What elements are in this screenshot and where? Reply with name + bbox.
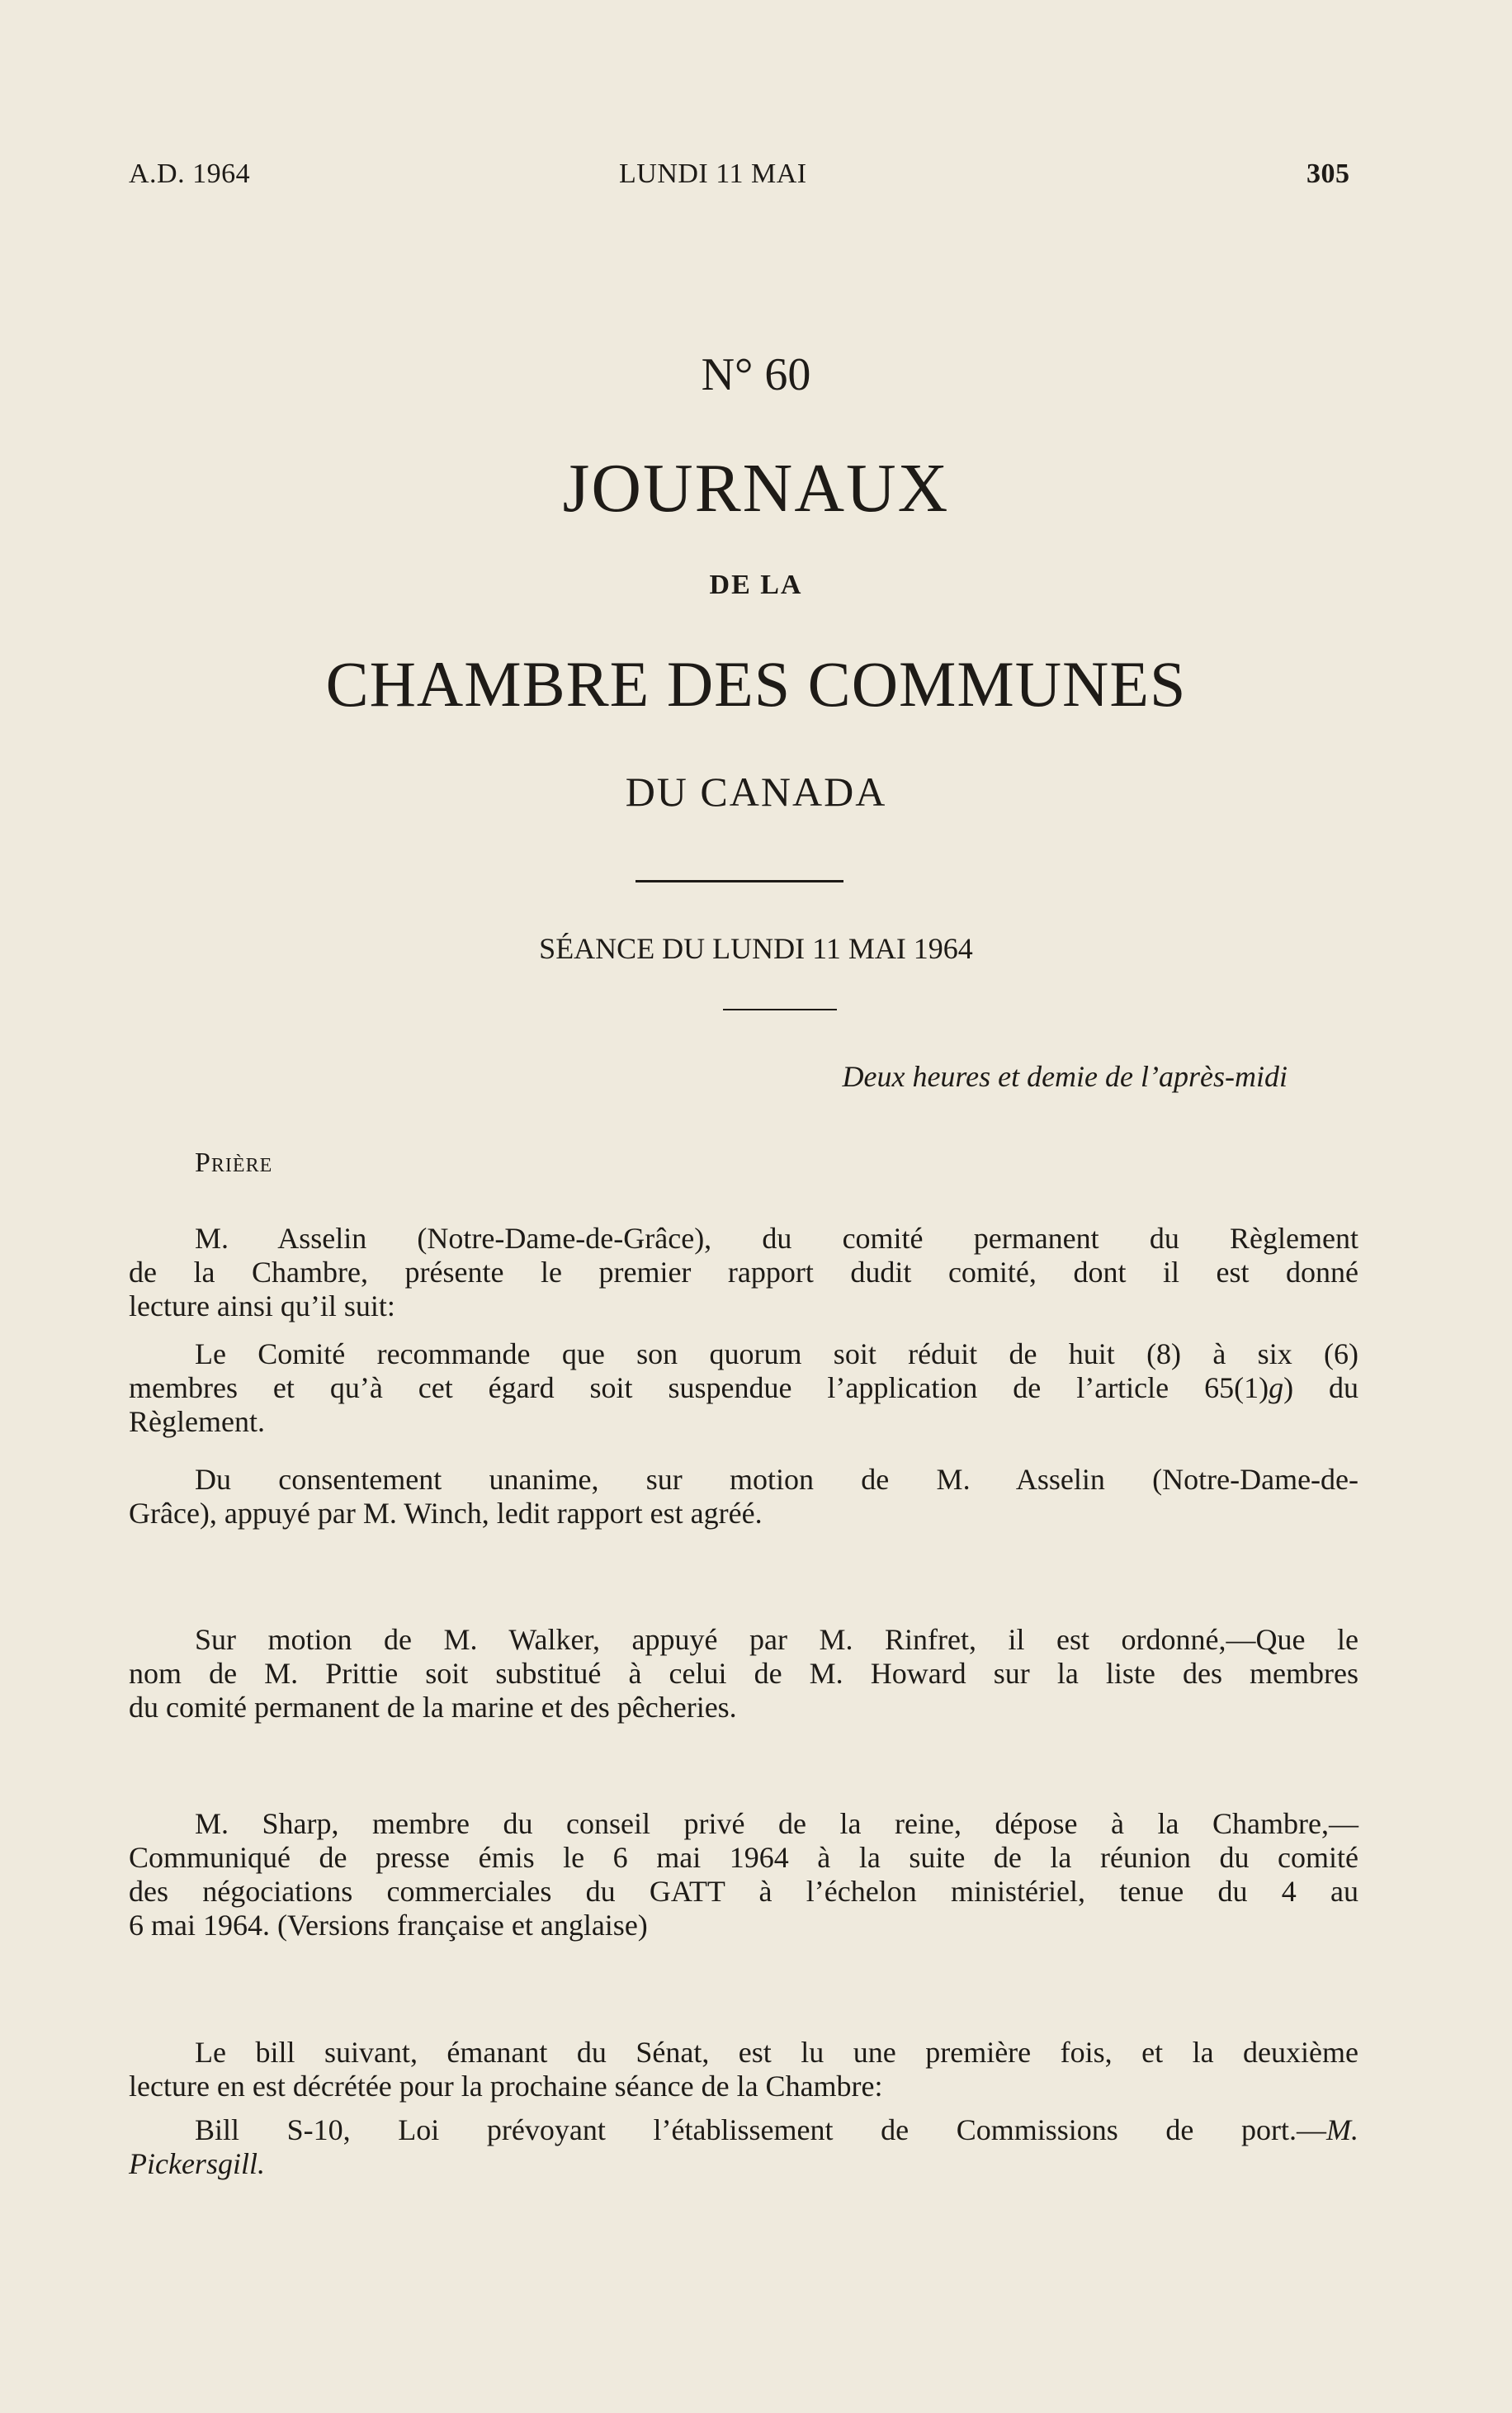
paragraph-sharp-tabling	[129, 1807, 1358, 1942]
text-fragment: ) du	[1283, 1371, 1358, 1404]
text-fragment: Bill S-10, Loi prévoyant l’établissement de Commissions de port.—	[195, 2113, 1326, 2146]
text-line: nom de M. Prittie soit substitué à celui de M. Howard sur la liste des membres	[129, 1657, 1358, 1690]
canada-title: DU CANADA	[625, 769, 887, 815]
text-line	[129, 2113, 1358, 2147]
text-line: du comité permanent de la marine et des pêcheries.	[129, 1691, 737, 1724]
paragraph-asselin-report	[129, 1222, 1358, 1323]
title-divider	[636, 880, 843, 882]
seance-divider	[723, 1009, 837, 1010]
priere-heading: Prière	[195, 1147, 273, 1178]
text-line: lecture ainsi qu’il suit:	[129, 1289, 395, 1322]
de-la-label: DE LA	[709, 570, 803, 600]
header-year: A.D. 1964	[129, 159, 251, 189]
journal-title: JOURNAUX	[562, 450, 950, 527]
text-line: Grâce), appuyé par M. Winch, ledit rapport est agréé.	[129, 1497, 763, 1530]
chambre-title: CHAMBRE DES COMMUNES	[325, 648, 1187, 720]
text-line: Du consentement unanime, sur motion de M. Asselin (Notre-Dame-de-	[195, 1463, 1358, 1496]
text-line: Pickersgill.	[129, 2147, 265, 2180]
text-line: M. Sharp, membre du conseil privé de la reine, dépose à la Chambre,—	[195, 1807, 1358, 1840]
seance-time: Deux heures et demie de l’après-midi	[842, 1060, 1288, 1093]
text-fragment: M.	[1326, 2113, 1358, 2146]
text-line: des négociations commerciales du GATT à l’échelon ministériel, tenue du 4 au	[129, 1875, 1358, 1908]
text-fragment: g	[1269, 1371, 1284, 1404]
text-line: lecture en est décrétée pour la prochaine séance de la Chambre:	[129, 2070, 883, 2103]
paragraph-bill-s10	[129, 2113, 1358, 2181]
text-line: M. Asselin (Notre-Dame-de-Grâce), du comité permanent du Règlement	[195, 1222, 1358, 1255]
text-fragment: membres et qu’à cet égard soit suspendue l’application de l’article 65(1)	[129, 1371, 1269, 1404]
header-date: LUNDI 11 MAI	[619, 159, 807, 189]
paragraph-walker-motion	[129, 1623, 1358, 1725]
text-line: Le Comité recommande que son quorum soit réduit de huit (8) à six (6)	[195, 1337, 1358, 1370]
text-line: 6 mai 1964. (Versions française et anglaise)	[129, 1909, 648, 1942]
text-line	[129, 1371, 1358, 1405]
journal-number: N° 60	[701, 349, 811, 400]
paragraph-committee-recommendation	[129, 1337, 1358, 1439]
page-number: 305	[1306, 159, 1350, 189]
text-line: Sur motion de M. Walker, appuyé par M. Rinfret, il est ordonné,—Que le	[195, 1623, 1358, 1656]
paragraph-senate-bill	[129, 2036, 1358, 2103]
text-line: Le bill suivant, émanant du Sénat, est lu une première fois, et la deuxième	[195, 2036, 1358, 2069]
text-line: Règlement.	[129, 1405, 265, 1438]
paragraph-unanimous-consent	[129, 1463, 1358, 1531]
seance-heading: SÉANCE DU LUNDI 11 MAI 1964	[539, 932, 973, 965]
text-line: de la Chambre, présente le premier rapport dudit comité, dont il est donné	[129, 1256, 1358, 1289]
text-line: Communiqué de presse émis le 6 mai 1964 à la suite de la réunion du comité	[129, 1841, 1358, 1874]
